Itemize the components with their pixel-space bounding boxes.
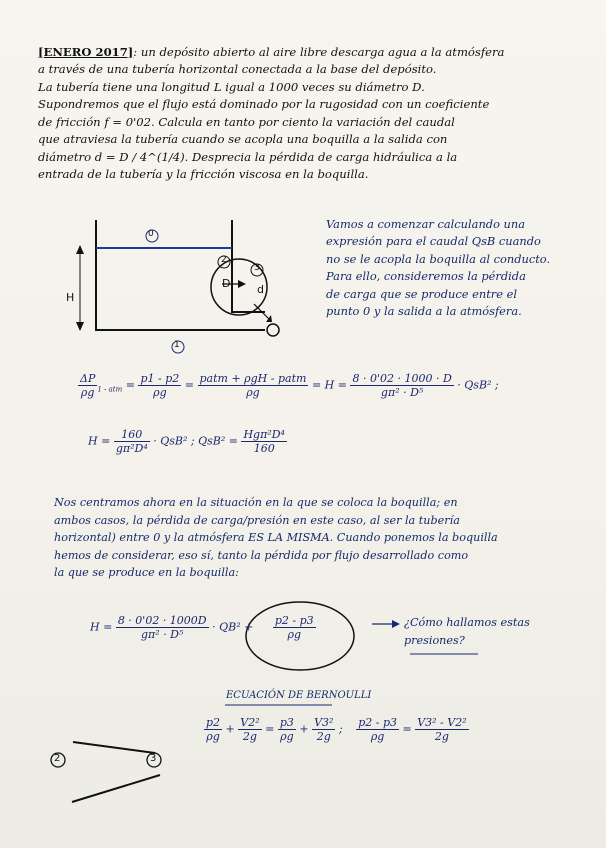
eq1-eq: = H = — [311, 378, 347, 392]
eq1-lhs — [78, 372, 97, 399]
nozzle-point-2: 2 — [54, 753, 61, 764]
eq4-d-den: 2g — [316, 730, 331, 743]
eq3-den: gπ² · D⁵ — [141, 628, 184, 641]
eq4-a-den: ρg — [206, 730, 220, 743]
eq1-t2-num: p1 - p2 — [140, 372, 180, 385]
middle-note: Nos centramos ahora en la situación en la que se coloca la boquilla; en ambos casos, la pérdida de carga/presión en este caso, al ser la tubería horizontal) entre 0 y la atmósfera ES LA MISMA. Cuando ponemos la boquilla hemos de considerar, eso sí, tanto la pérdida por flujo desarrollado como la que se produce en la boquilla: — [54, 496, 498, 580]
point-1-label: 1 — [174, 340, 180, 350]
intro-note: Vamos a comenzar calculando una expresión para el caudal QsB cuando no se le acopla la boquilla al conducto. Para ello, consideremos la pérdida de carga que se produce entre el punto 0 y la salida a la atmósfera. — [326, 217, 551, 319]
eq1-t2 — [138, 372, 181, 399]
eq1-t4-den: gπ² · D⁵ — [380, 386, 424, 399]
eq4-b-num: V2² — [240, 716, 260, 729]
question-note: ¿Cómo hallamos estas presiones? — [404, 616, 530, 647]
eq2-mid: · QsB² ; QsB² = — [153, 434, 238, 448]
eq4-c — [278, 716, 296, 743]
problem-text: : un depósito abierto al aire libre descarga agua a la atmósfera a través de una tubería horizontal conectada a la base del depósito. La tubería tiene una longitud L igual a 1000 veces su diámetro D. Supondremos que el flujo está dominado por la rugosidad con un coeficiente de fricción f = 0'02. Calcula en tanto por ciento la variación del caudal que atraviesa la tubería cuando se acopla una boquilla a la salida con diámetro d = D / 4^(1/4). Desprecia la pérdida de carga hidráulica a la entrada de la tubería y la fricción viscosa en la boquilla. — [38, 44, 505, 181]
eq4-b-den: 2g — [242, 730, 257, 743]
eq3-mid: · QB² + — [212, 620, 254, 634]
equation-2 — [88, 428, 388, 455]
eq4-e-num: p2 - p3 — [358, 716, 397, 729]
equation-3 — [90, 614, 380, 641]
eq4-semicolon: ; — [338, 722, 343, 736]
eq1-t4 — [350, 372, 453, 399]
eq3-num: 8 · 0'02 · 1000D — [117, 614, 207, 627]
point-3-label: 3 — [254, 263, 260, 273]
nozzle-point-3: 3 — [150, 753, 157, 764]
eq4-b — [238, 716, 261, 743]
eq4-f-num: V3² - V2² — [417, 716, 467, 729]
eq2-r-den: 160 — [253, 442, 275, 455]
eq4-plus-2: + — [299, 722, 309, 736]
eq3-c-num: p2 - p3 — [274, 614, 314, 627]
nozzle-diameter-label: d — [257, 283, 264, 296]
eq4-equals-2: = — [402, 722, 412, 736]
eq3-frac — [116, 614, 209, 641]
eq1-lhs-den: ρg — [80, 386, 95, 399]
eq3-c-den: ρg — [287, 628, 301, 641]
point-0-label: 0 — [148, 229, 154, 239]
eq2-rhs — [241, 428, 287, 455]
eq1-lhs-num: ΔP — [80, 372, 96, 385]
eq4-plus-1: + — [225, 722, 235, 736]
equation-1: $\frac{\Delta P}{\rho g}$ $_{1 - atm}$ = $\frac{p1 - p2}{\rho g}$ = $\frac{\text{patm + ρgH - patm}}{\rho g}$ = H = $\frac{8 \cdot 0'02 \cdot 1000 \cdot D}{\text{gπ² · D⁵}}$ · QsB² ; — [80, 372, 499, 399]
eq2-frac — [114, 428, 150, 455]
eq4-equals-1: = — [265, 722, 275, 736]
equation-4 — [204, 716, 594, 743]
eq1-t3 — [198, 372, 309, 399]
eq4-c-num: p3 — [279, 716, 294, 729]
eq3-lhs: H = — [90, 620, 113, 634]
eq4-a — [204, 716, 222, 743]
eq4-d — [312, 716, 335, 743]
eq3-circled-term — [273, 614, 316, 641]
eq2-den: gπ²D⁴ — [115, 442, 148, 455]
point-2-label: 2 — [221, 255, 227, 265]
eq4-d-num: V3² — [314, 716, 334, 729]
eq4-f — [415, 716, 468, 743]
eq4-f-den: 2g — [434, 730, 449, 743]
eq2-lhs: H = — [88, 434, 111, 448]
pipe-diameter-label: D — [222, 277, 231, 290]
height-label: H — [66, 291, 75, 304]
bernoulli-title: ECUACIÓN DE BERNOULLI — [226, 690, 372, 701]
eq4-e — [356, 716, 399, 743]
eq2-num: 160 — [114, 428, 150, 442]
eq1-t2-den: ρg — [153, 386, 167, 399]
eq4-a-num: p2 — [206, 716, 221, 729]
problem-tag: [ENERO 2017] — [38, 44, 134, 59]
eq1-t3-num: patm + ρgH - patm — [199, 372, 307, 385]
eq4-e-den: ρg — [370, 730, 385, 743]
eq1-sub: 1 - atm — [97, 385, 123, 394]
eq2-r-num: Hgπ²D⁴ — [243, 428, 285, 441]
eq1-t3-den: ρg — [246, 386, 260, 399]
eq1-tail: · QsB² ; — [457, 378, 499, 392]
eq1-t4-num: 8 · 0'02 · 1000 · D — [352, 372, 452, 385]
eq4-c-den: ρg — [280, 730, 294, 743]
